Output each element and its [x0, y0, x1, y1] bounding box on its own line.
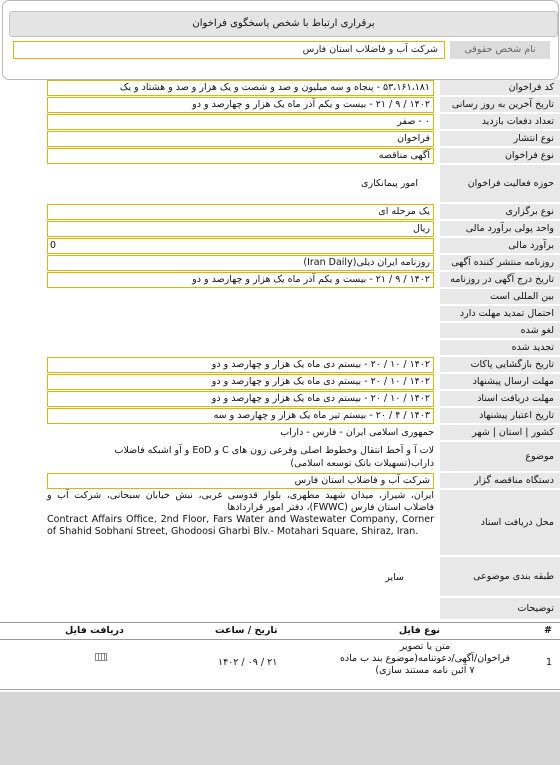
- row-type-line3: ۷ آئین نامه مستند سازی): [375, 665, 475, 676]
- activity-value: امور پیمانکاری: [361, 178, 418, 189]
- subject-label: موضوع: [440, 442, 560, 472]
- contact-header-box: [2, 0, 559, 80]
- notes-label: توضیحات: [440, 598, 560, 620]
- subject-value-line2: داراب(تسهیلات بانک توسعه اسلامی): [290, 458, 434, 469]
- col-index: #: [544, 625, 552, 636]
- grid-download-icon[interactable]: [95, 653, 107, 661]
- cancel-label: لغو شده: [440, 323, 560, 339]
- party-label: نام شخص حقوقی: [450, 41, 550, 59]
- opening-label: تاریخ بازگشایی پاکات: [440, 357, 560, 373]
- docs-place-fa: ایران، شیراز، میدان شهید مطهری، بلوار قدوسی غربی، نبش خیابان سبحانی، شرکت آب و فاضلاب استان فارس (FWWC)، دفتر امور قراردادها: [47, 490, 434, 513]
- row-newspaper: [0, 255, 560, 271]
- row-send-deadline: [0, 374, 560, 390]
- newspaper-label: روزنامه منتشر کننده آگهی: [440, 255, 560, 271]
- estimate-value: 0: [47, 238, 434, 254]
- row-newspaper-date: [0, 272, 560, 288]
- intl-label: بین المللی است: [440, 289, 560, 305]
- row-category: [0, 557, 560, 597]
- visits-label: تعداد دفعات بازدید: [440, 114, 560, 130]
- row-currency: [0, 221, 560, 237]
- row-location: [0, 425, 560, 441]
- row-publish-type: [0, 131, 560, 147]
- estimate-label: برآورد مالی: [440, 238, 560, 254]
- row-call-type: [0, 148, 560, 164]
- renew-label: تجدید شده: [440, 340, 560, 356]
- row-subject: [0, 442, 560, 472]
- party-field: شرکت آب و فاضلاب استان فارس: [13, 41, 445, 59]
- docs-place-label: محل دریافت اسناد: [440, 490, 560, 556]
- row-visits: [0, 114, 560, 130]
- location-value: جمهوری اسلامی ایران - فارس - داراب: [280, 427, 434, 438]
- row-receive-deadline: [0, 391, 560, 407]
- category-value: سایر: [385, 572, 404, 583]
- col-type: نوع فایل: [398, 625, 440, 636]
- row-org: [0, 473, 560, 489]
- last-update-value: ۱۴۰۲ / ۹ / ۲۱ - بیست و یکم آذر ماه یک هزار و چهارصد و دو: [47, 97, 434, 113]
- last-update-label: تاریخ آخرین به روز رسانی: [440, 97, 560, 113]
- row-notes: [0, 598, 560, 620]
- row-activity: [0, 165, 560, 203]
- send-deadline-value: ۱۴۰۲ / ۱۰ / ۲۰ - بیستم دی ماه یک هزار و چهارصد و دو: [47, 374, 434, 390]
- code-value: ۵۳،۱۶۱،۱۸۱ - پنجاه و سه میلیون و صد و شصت و یک هزار و صد و هشتاد و یک: [47, 80, 434, 96]
- publish-type-value: فراخوان: [47, 131, 434, 147]
- hold-type-label: نوع برگزاری: [440, 204, 560, 220]
- row-type-line2: فراخوان/آگهی/دعوتنامه(موضوع بند ب ماده: [339, 653, 511, 664]
- row-type-line1: متن یا تصویر: [399, 641, 451, 652]
- validity-label: تاریخ اعتبار پیشنهاد: [440, 408, 560, 424]
- row-estimate: [0, 238, 560, 254]
- table-row: [0, 639, 560, 690]
- category-label: طبقه بندی موضوعی: [440, 557, 560, 597]
- contact-title[interactable]: برقراری ارتباط با شخص پاسخگوی فراخوان: [9, 11, 558, 37]
- extend-label: احتمال تمدید مهلت دارد: [440, 306, 560, 322]
- files-table-header: [0, 622, 560, 640]
- row-hold-type: [0, 204, 560, 220]
- subject-value-line1: لات آ و آخط انتقال وخطوط اصلی وفرعی زون های C و EoD و آو اشبکه فاضلاب: [114, 445, 434, 456]
- row-validity: [0, 408, 560, 424]
- row-index: 1: [545, 657, 552, 668]
- newspaper-date-label: تاریخ درج آگهی در روزنامه: [440, 272, 560, 288]
- org-value: شرکت آب و فاضلاب استان فارس: [47, 473, 434, 489]
- row-cancel: [0, 323, 560, 339]
- col-datetime: تاریخ / ساعت: [215, 625, 278, 636]
- validity-value: ۱۴۰۳ / ۴ / ۲۰ - بیستم تیر ماه یک هزار و چهارصد و سه: [47, 408, 434, 424]
- row-extend: [0, 306, 560, 322]
- row-type: [320, 641, 530, 677]
- col-download: دریافت فایل: [65, 625, 124, 636]
- code-label: کد فراخوان: [440, 80, 560, 96]
- row-renew: [0, 340, 560, 356]
- call-type-value: آگهی مناقصه: [47, 148, 434, 164]
- row-docs-place: [0, 490, 560, 556]
- opening-value: ۱۴۰۲ / ۱۰ / ۲۰ - بیستم دی ماه یک هزار و چهارصد و دو: [47, 357, 434, 373]
- newspaper-date-value: ۱۴۰۲ / ۹ / ۲۱ - بیست و یکم آذر ماه یک هزار و چهارصد و دو: [47, 272, 434, 288]
- call-type-label: نوع فراخوان: [440, 148, 560, 164]
- row-opening: [0, 357, 560, 373]
- currency-label: واحد پولی برآورد مالی: [440, 221, 560, 237]
- hold-type-value: یک مرحله ای: [47, 204, 434, 220]
- org-label: دستگاه مناقصه گزار: [440, 473, 560, 489]
- row-intl: [0, 289, 560, 305]
- publish-type-label: نوع انتشار: [440, 131, 560, 147]
- visits-value: ۰ - صفر: [47, 114, 434, 130]
- row-code: [0, 80, 560, 96]
- location-label: کشور | استان | شهر: [440, 425, 560, 441]
- activity-label: حوزه فعالیت فراخوان: [440, 165, 560, 203]
- receive-deadline-value: ۱۴۰۲ / ۱۰ / ۲۰ - بیستم دی ماه یک هزار و چهارصد و دو: [47, 391, 434, 407]
- docs-place-en: Contract Affairs Office, 2nd Floor, Fars Water and Wastewater Company, Corner of Shahid Sobhani Street, Ghodoosi Gharbi Blv.- Motahari Square, Shiraz, Iran.: [47, 514, 434, 537]
- docs-place-value: [47, 490, 434, 538]
- newspaper-value: روزنامه ایران دیلی(Iran Daily): [47, 255, 434, 271]
- row-last-update: [0, 97, 560, 113]
- receive-deadline-label: مهلت دریافت اسناد: [440, 391, 560, 407]
- currency-value: ریال: [47, 221, 434, 237]
- send-deadline-label: مهلت ارسال پیشنهاد: [440, 374, 560, 390]
- row-datetime: ۱۴۰۲ / ۰۹ / ۲۱: [218, 657, 278, 668]
